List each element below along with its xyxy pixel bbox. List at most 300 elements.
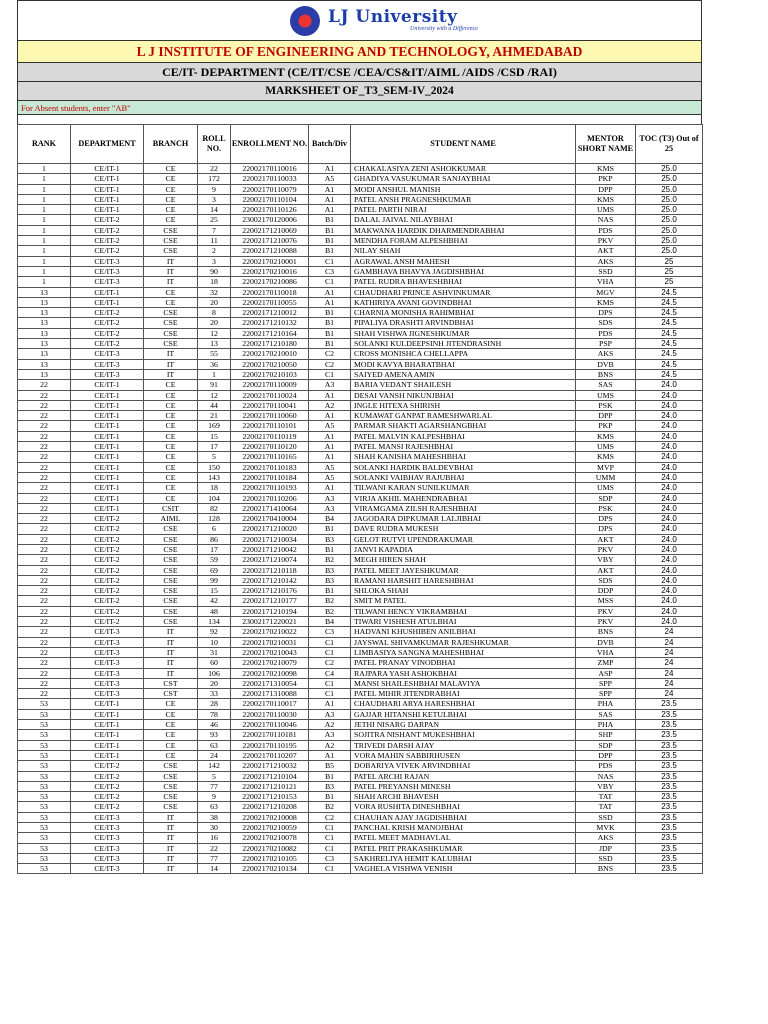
cell-enrollment-no: 22002171310054	[231, 678, 309, 688]
cell-branch: CE	[144, 390, 198, 400]
cell-batch-div: C2	[309, 812, 351, 822]
cell-rank: 1	[18, 256, 71, 266]
cell-roll-no: 128	[198, 514, 231, 524]
cell-department: CE/IT-2	[71, 236, 144, 246]
cell-student-name: RAMANI HARSHIT HARESHBHAI	[351, 575, 576, 585]
cell-department: CE/IT-1	[71, 493, 144, 503]
cell-batch-div: C1	[309, 843, 351, 853]
cell-toc-score: 24	[636, 637, 703, 647]
cell-rank: 13	[18, 297, 71, 307]
cell-department: CE/IT-2	[71, 586, 144, 596]
cell-department: CE/IT-3	[71, 647, 144, 657]
cell-batch-div: A3	[309, 709, 351, 719]
cell-enrollment-no: 22002170210022	[231, 627, 309, 637]
cell-mentor: UMS	[576, 483, 636, 493]
cell-student-name: CHAUHAN AJAY JAGDISHBHAI	[351, 812, 576, 822]
cell-student-name: KATHIRIYA AVANI GOVINDBHAI	[351, 297, 576, 307]
cell-rank: 13	[18, 369, 71, 379]
cell-enrollment-no: 22002170110206	[231, 493, 309, 503]
cell-student-name: TILWANI KARAN SUNILKUMAR	[351, 483, 576, 493]
cell-student-name: CHAKALASIYA ZENI ASHOKKUMAR	[351, 164, 576, 174]
cell-branch: IT	[144, 823, 198, 833]
cell-roll-no: 30	[198, 823, 231, 833]
cell-mentor: DPS	[576, 308, 636, 318]
cell-department: CE/IT-3	[71, 812, 144, 822]
cell-enrollment-no: 22002171410064	[231, 503, 309, 513]
cell-rank: 53	[18, 812, 71, 822]
cell-roll-no: 69	[198, 565, 231, 575]
university-emblem-icon	[290, 6, 320, 36]
cell-student-name: PATEL MEET MADHAVLAL	[351, 833, 576, 843]
cell-department: CE/IT-1	[71, 194, 144, 204]
cell-branch: CSE	[144, 606, 198, 616]
cell-toc-score: 24	[636, 627, 703, 637]
department-title: CE/IT- DEPARTMENT (CE/IT/CSE /CEA/CS&IT/AIML /AIDS /CSD /RAI)	[17, 62, 702, 81]
cell-enrollment-no: 22002170210059	[231, 823, 309, 833]
cell-rank: 22	[18, 462, 71, 472]
table-row	[18, 339, 703, 349]
cell-toc-score: 24.5	[636, 328, 703, 338]
table-row	[18, 802, 703, 812]
cell-enrollment-no: 22002170110016	[231, 164, 309, 174]
cell-mentor: SPP	[576, 678, 636, 688]
cell-rank: 1	[18, 174, 71, 184]
cell-toc-score: 24.5	[636, 318, 703, 328]
cell-batch-div: B2	[309, 606, 351, 616]
cell-branch: CE	[144, 699, 198, 709]
cell-mentor: VBY	[576, 555, 636, 565]
cell-mentor: SDP	[576, 493, 636, 503]
cell-toc-score: 25	[636, 266, 703, 276]
cell-enrollment-no: 22002170210078	[231, 833, 309, 843]
cell-mentor: NAS	[576, 771, 636, 781]
cell-student-name: TIWARI VISHESH ATULBHAI	[351, 617, 576, 627]
cell-branch: CE	[144, 411, 198, 421]
cell-enrollment-no: 22002170110060	[231, 411, 309, 421]
cell-student-name: LIMBASIYA SANGNA MAHESHBHAI	[351, 647, 576, 657]
cell-toc-score: 23.5	[636, 823, 703, 833]
cell-mentor: PKV	[576, 544, 636, 554]
cell-toc-score: 23.5	[636, 750, 703, 760]
cell-student-name: DESAI VANSH NIKUNJBHAI	[351, 390, 576, 400]
cell-enrollment-no: 22002170210134	[231, 864, 309, 874]
table-row	[18, 369, 703, 379]
cell-branch: CSE	[144, 781, 198, 791]
cell-department: CE/IT-3	[71, 637, 144, 647]
cell-batch-div: B2	[309, 596, 351, 606]
cell-roll-no: 25	[198, 215, 231, 225]
cell-roll-no: 38	[198, 812, 231, 822]
cell-toc-score: 23.5	[636, 771, 703, 781]
cell-rank: 22	[18, 524, 71, 534]
cell-branch: CSE	[144, 802, 198, 812]
cell-mentor: ZMP	[576, 658, 636, 668]
cell-toc-score: 23.5	[636, 709, 703, 719]
cell-toc-score: 25.0	[636, 194, 703, 204]
cell-batch-div: B5	[309, 761, 351, 771]
logo-tagline: University with a Difference	[410, 26, 478, 32]
cell-branch: CE	[144, 164, 198, 174]
table-row	[18, 524, 703, 534]
cell-branch: CSE	[144, 761, 198, 771]
table-row	[18, 637, 703, 647]
cell-enrollment-no: 22002171210164	[231, 328, 309, 338]
cell-branch: IT	[144, 369, 198, 379]
cell-rank: 22	[18, 442, 71, 452]
cell-toc-score: 24.0	[636, 575, 703, 585]
table-row	[18, 236, 703, 246]
cell-toc-score: 24.5	[636, 297, 703, 307]
marks-table	[17, 124, 703, 874]
cell-toc-score: 24.0	[636, 514, 703, 524]
cell-student-name: PATEL PARTH NIRAJ	[351, 205, 576, 215]
table-row	[18, 658, 703, 668]
cell-department: CE/IT-2	[71, 534, 144, 544]
cell-mentor: MSS	[576, 596, 636, 606]
cell-batch-div: A1	[309, 164, 351, 174]
cell-batch-div: B3	[309, 534, 351, 544]
cell-roll-no: 63	[198, 802, 231, 812]
table-row	[18, 349, 703, 359]
cell-student-name: GAJJAR HITANSHI KETULBHAI	[351, 709, 576, 719]
cell-student-name: VIRJA AKHIL MAHENDRABHAI	[351, 493, 576, 503]
cell-batch-div: A5	[309, 421, 351, 431]
cell-branch: CSE	[144, 792, 198, 802]
cell-student-name: MODI ANSHUL MANISH	[351, 184, 576, 194]
cell-toc-score: 24.0	[636, 452, 703, 462]
cell-rank: 13	[18, 339, 71, 349]
cell-branch: CSE	[144, 575, 198, 585]
cell-student-name: AGRAWAL ANSH MAHESH	[351, 256, 576, 266]
table-row	[18, 318, 703, 328]
cell-enrollment-no: 22002171210118	[231, 565, 309, 575]
cell-enrollment-no: 22002170110018	[231, 287, 309, 297]
cell-student-name: PATEL MEET JAYESHKUMAR	[351, 565, 576, 575]
cell-batch-div: B1	[309, 544, 351, 554]
table-row	[18, 256, 703, 266]
cell-toc-score: 24	[636, 647, 703, 657]
table-row	[18, 266, 703, 276]
cell-enrollment-no: 22002170210001	[231, 256, 309, 266]
cell-enrollment-no: 23002170120006	[231, 215, 309, 225]
cell-batch-div: C1	[309, 277, 351, 287]
cell-student-name: PATEL ANSH PRAGNESHKUMAR	[351, 194, 576, 204]
cell-batch-div: C1	[309, 369, 351, 379]
cell-branch: IT	[144, 277, 198, 287]
cell-mentor: PSP	[576, 339, 636, 349]
cell-mentor: VBY	[576, 781, 636, 791]
cell-toc-score: 23.5	[636, 802, 703, 812]
cell-department: CE/IT-2	[71, 781, 144, 791]
table-header-row	[18, 125, 703, 164]
table-row	[18, 462, 703, 472]
cell-rank: 1	[18, 164, 71, 174]
cell-batch-div: B1	[309, 339, 351, 349]
cell-mentor: SSD	[576, 266, 636, 276]
cell-toc-score: 23.5	[636, 833, 703, 843]
cell-roll-no: 20	[198, 297, 231, 307]
table-row	[18, 596, 703, 606]
cell-toc-score: 24.5	[636, 359, 703, 369]
cell-batch-div: B1	[309, 246, 351, 256]
table-row	[18, 586, 703, 596]
cell-mentor: UMS	[576, 390, 636, 400]
cell-toc-score: 25.0	[636, 174, 703, 184]
cell-roll-no: 22	[198, 164, 231, 174]
cell-mentor: DDP	[576, 586, 636, 596]
cell-department: CE/IT-1	[71, 442, 144, 452]
cell-rank: 1	[18, 194, 71, 204]
cell-roll-no: 8	[198, 308, 231, 318]
cell-rank: 1	[18, 236, 71, 246]
table-row	[18, 308, 703, 318]
table-row	[18, 761, 703, 771]
cell-roll-no: 93	[198, 730, 231, 740]
cell-roll-no: 60	[198, 658, 231, 668]
cell-department: CE/IT-1	[71, 297, 144, 307]
cell-branch: CE	[144, 730, 198, 740]
cell-batch-div: A1	[309, 297, 351, 307]
cell-branch: CSE	[144, 544, 198, 554]
cell-mentor: PSK	[576, 400, 636, 410]
cell-branch: CSIT	[144, 503, 198, 513]
cell-department: CE/IT-1	[71, 750, 144, 760]
table-row	[18, 194, 703, 204]
cell-roll-no: 18	[198, 277, 231, 287]
cell-branch: CE	[144, 431, 198, 441]
table-row	[18, 555, 703, 565]
cell-batch-div: C2	[309, 359, 351, 369]
cell-roll-no: 106	[198, 668, 231, 678]
table-row	[18, 565, 703, 575]
cell-department: CE/IT-2	[71, 761, 144, 771]
table-row	[18, 205, 703, 215]
cell-rank: 13	[18, 308, 71, 318]
cell-department: CE/IT-3	[71, 277, 144, 287]
cell-batch-div: A2	[309, 740, 351, 750]
table-row	[18, 823, 703, 833]
cell-roll-no: 10	[198, 637, 231, 647]
cell-enrollment-no: 22002170110055	[231, 297, 309, 307]
cell-rank: 22	[18, 411, 71, 421]
cell-student-name: DAVE RUDRA MUKESH	[351, 524, 576, 534]
cell-rank: 22	[18, 431, 71, 441]
cell-department: CE/IT-2	[71, 318, 144, 328]
cell-mentor: SDS	[576, 575, 636, 585]
cell-branch: CSE	[144, 328, 198, 338]
cell-student-name: GHADIYA VASUKUMAR SANJAYBHAI	[351, 174, 576, 184]
cell-student-name: KUMAWAT GANPAT RAMESHWARLAL	[351, 411, 576, 421]
table-row	[18, 514, 703, 524]
cell-student-name: VORA RUSHITA DINESHBHAI	[351, 802, 576, 812]
cell-batch-div: B1	[309, 318, 351, 328]
cell-rank: 22	[18, 493, 71, 503]
table-row	[18, 503, 703, 513]
cell-batch-div: B4	[309, 514, 351, 524]
cell-roll-no: 169	[198, 421, 231, 431]
cell-batch-div: B4	[309, 617, 351, 627]
cell-rank: 22	[18, 400, 71, 410]
cell-mentor: ASP	[576, 668, 636, 678]
cell-branch: CE	[144, 205, 198, 215]
table-row	[18, 164, 703, 174]
cell-mentor: PKV	[576, 236, 636, 246]
cell-roll-no: 17	[198, 442, 231, 452]
cell-enrollment-no: 22002170410004	[231, 514, 309, 524]
cell-toc-score: 24.0	[636, 596, 703, 606]
cell-mentor: SDP	[576, 740, 636, 750]
cell-rank: 1	[18, 246, 71, 256]
cell-enrollment-no: 22002170210016	[231, 266, 309, 276]
cell-batch-div: A1	[309, 483, 351, 493]
cell-department: CE/IT-3	[71, 359, 144, 369]
column-header-batch-div: Batch/Div	[309, 125, 351, 164]
cell-rank: 22	[18, 503, 71, 513]
table-row	[18, 812, 703, 822]
cell-roll-no: 63	[198, 740, 231, 750]
cell-branch: CE	[144, 750, 198, 760]
cell-rank: 22	[18, 565, 71, 575]
cell-mentor: AKT	[576, 534, 636, 544]
cell-toc-score: 23.5	[636, 812, 703, 822]
cell-batch-div: A1	[309, 287, 351, 297]
cell-toc-score: 23.5	[636, 853, 703, 863]
cell-branch: CE	[144, 452, 198, 462]
cell-roll-no: 15	[198, 586, 231, 596]
cell-batch-div: B2	[309, 555, 351, 565]
cell-roll-no: 77	[198, 781, 231, 791]
cell-branch: CE	[144, 462, 198, 472]
table-row	[18, 215, 703, 225]
cell-rank: 53	[18, 823, 71, 833]
cell-toc-score: 24.0	[636, 524, 703, 534]
cell-department: CE/IT-3	[71, 833, 144, 843]
cell-enrollment-no: 22002170110030	[231, 709, 309, 719]
cell-student-name: PATEL RUDRA BHAVESHBHAI	[351, 277, 576, 287]
cell-enrollment-no: 22002170110041	[231, 400, 309, 410]
cell-branch: CE	[144, 720, 198, 730]
cell-mentor: SPP	[576, 689, 636, 699]
table-row	[18, 400, 703, 410]
table-row	[18, 493, 703, 503]
cell-roll-no: 42	[198, 596, 231, 606]
cell-student-name: SOJITRA NISHANT MUKESHBHAI	[351, 730, 576, 740]
cell-student-name: SOLANKI HARDIK BALDEVBHAI	[351, 462, 576, 472]
cell-enrollment-no: 22002171210180	[231, 339, 309, 349]
table-row	[18, 534, 703, 544]
cell-enrollment-no: 22002170110033	[231, 174, 309, 184]
cell-student-name: JETHI NISARG DARPAN	[351, 720, 576, 730]
cell-student-name: DOBARIYA VIVEK ARVINDBHAI	[351, 761, 576, 771]
cell-department: CE/IT-3	[71, 823, 144, 833]
cell-mentor: VHA	[576, 647, 636, 657]
absent-note: For Absent students, enter "AB"	[17, 100, 702, 114]
cell-department: CE/IT-1	[71, 503, 144, 513]
table-row	[18, 740, 703, 750]
table-row	[18, 452, 703, 462]
cell-batch-div: A5	[309, 174, 351, 184]
cell-batch-div: C1	[309, 823, 351, 833]
cell-roll-no: 11	[198, 236, 231, 246]
cell-roll-no: 59	[198, 555, 231, 565]
cell-batch-div: A2	[309, 720, 351, 730]
cell-toc-score: 25.0	[636, 236, 703, 246]
cell-roll-no: 172	[198, 174, 231, 184]
cell-mentor: DVB	[576, 637, 636, 647]
cell-student-name: SHAH KANISHA MAHESHBHAI	[351, 452, 576, 462]
cell-toc-score: 24.0	[636, 503, 703, 513]
cell-branch: IT	[144, 843, 198, 853]
cell-mentor: PHA	[576, 699, 636, 709]
cell-enrollment-no: 22002170110184	[231, 472, 309, 482]
cell-toc-score: 23.5	[636, 781, 703, 791]
cell-branch: CE	[144, 709, 198, 719]
cell-enrollment-no: 22002170210079	[231, 658, 309, 668]
cell-rank: 1	[18, 225, 71, 235]
cell-toc-score: 24.0	[636, 544, 703, 554]
cell-department: CE/IT-1	[71, 483, 144, 493]
cell-batch-div: C2	[309, 349, 351, 359]
cell-rank: 53	[18, 740, 71, 750]
cell-rank: 13	[18, 349, 71, 359]
cell-toc-score: 24.5	[636, 339, 703, 349]
cell-rank: 1	[18, 277, 71, 287]
cell-toc-score: 25	[636, 256, 703, 266]
cell-mentor: DPS	[576, 524, 636, 534]
cell-roll-no: 3	[198, 194, 231, 204]
cell-student-name: BARIA VEDANT SHAILESH	[351, 380, 576, 390]
table-row	[18, 689, 703, 699]
cell-enrollment-no: 22002170110119	[231, 431, 309, 441]
column-header-branch: BRANCH	[144, 125, 198, 164]
table-row	[18, 472, 703, 482]
cell-enrollment-no: 22002171210020	[231, 524, 309, 534]
column-header-mentor: MENTOR SHORT NAME	[576, 125, 636, 164]
cell-roll-no: 14	[198, 205, 231, 215]
cell-roll-no: 104	[198, 493, 231, 503]
cell-roll-no: 134	[198, 617, 231, 627]
cell-roll-no: 12	[198, 390, 231, 400]
cell-branch: CSE	[144, 236, 198, 246]
cell-student-name: VAGHELA VISHWA VENISH	[351, 864, 576, 874]
cell-rank: 13	[18, 287, 71, 297]
cell-batch-div: A1	[309, 184, 351, 194]
cell-student-name: SAKHRELIYA HEMIT KALUBHAI	[351, 853, 576, 863]
cell-branch: CE	[144, 493, 198, 503]
cell-toc-score: 24.5	[636, 369, 703, 379]
cell-batch-div: B1	[309, 215, 351, 225]
cell-department: CE/IT-3	[71, 843, 144, 853]
cell-student-name: JAYSWAL SHIVAMKUMAR RAJESHKUMAR	[351, 637, 576, 647]
cell-student-name: CHAUDHARI PRINCE ASHVINKUMAR	[351, 287, 576, 297]
cell-enrollment-no: 22002170210103	[231, 369, 309, 379]
cell-mentor: VHA	[576, 277, 636, 287]
cell-department: CE/IT-2	[71, 771, 144, 781]
table-row	[18, 328, 703, 338]
cell-batch-div: C1	[309, 864, 351, 874]
cell-branch: IT	[144, 658, 198, 668]
cell-branch: CSE	[144, 339, 198, 349]
table-row	[18, 606, 703, 616]
institute-title: L J INSTITUTE OF ENGINEERING AND TECHNOLOGY, AHMEDABAD	[17, 40, 702, 62]
cell-enrollment-no: 22002170110120	[231, 442, 309, 452]
cell-enrollment-no: 22002171210034	[231, 534, 309, 544]
cell-student-name: SAIYED AMENA AMIN	[351, 369, 576, 379]
cell-mentor: JDP	[576, 843, 636, 853]
cell-toc-score: 23.5	[636, 843, 703, 853]
table-row	[18, 575, 703, 585]
cell-enrollment-no: 22002170110165	[231, 452, 309, 462]
